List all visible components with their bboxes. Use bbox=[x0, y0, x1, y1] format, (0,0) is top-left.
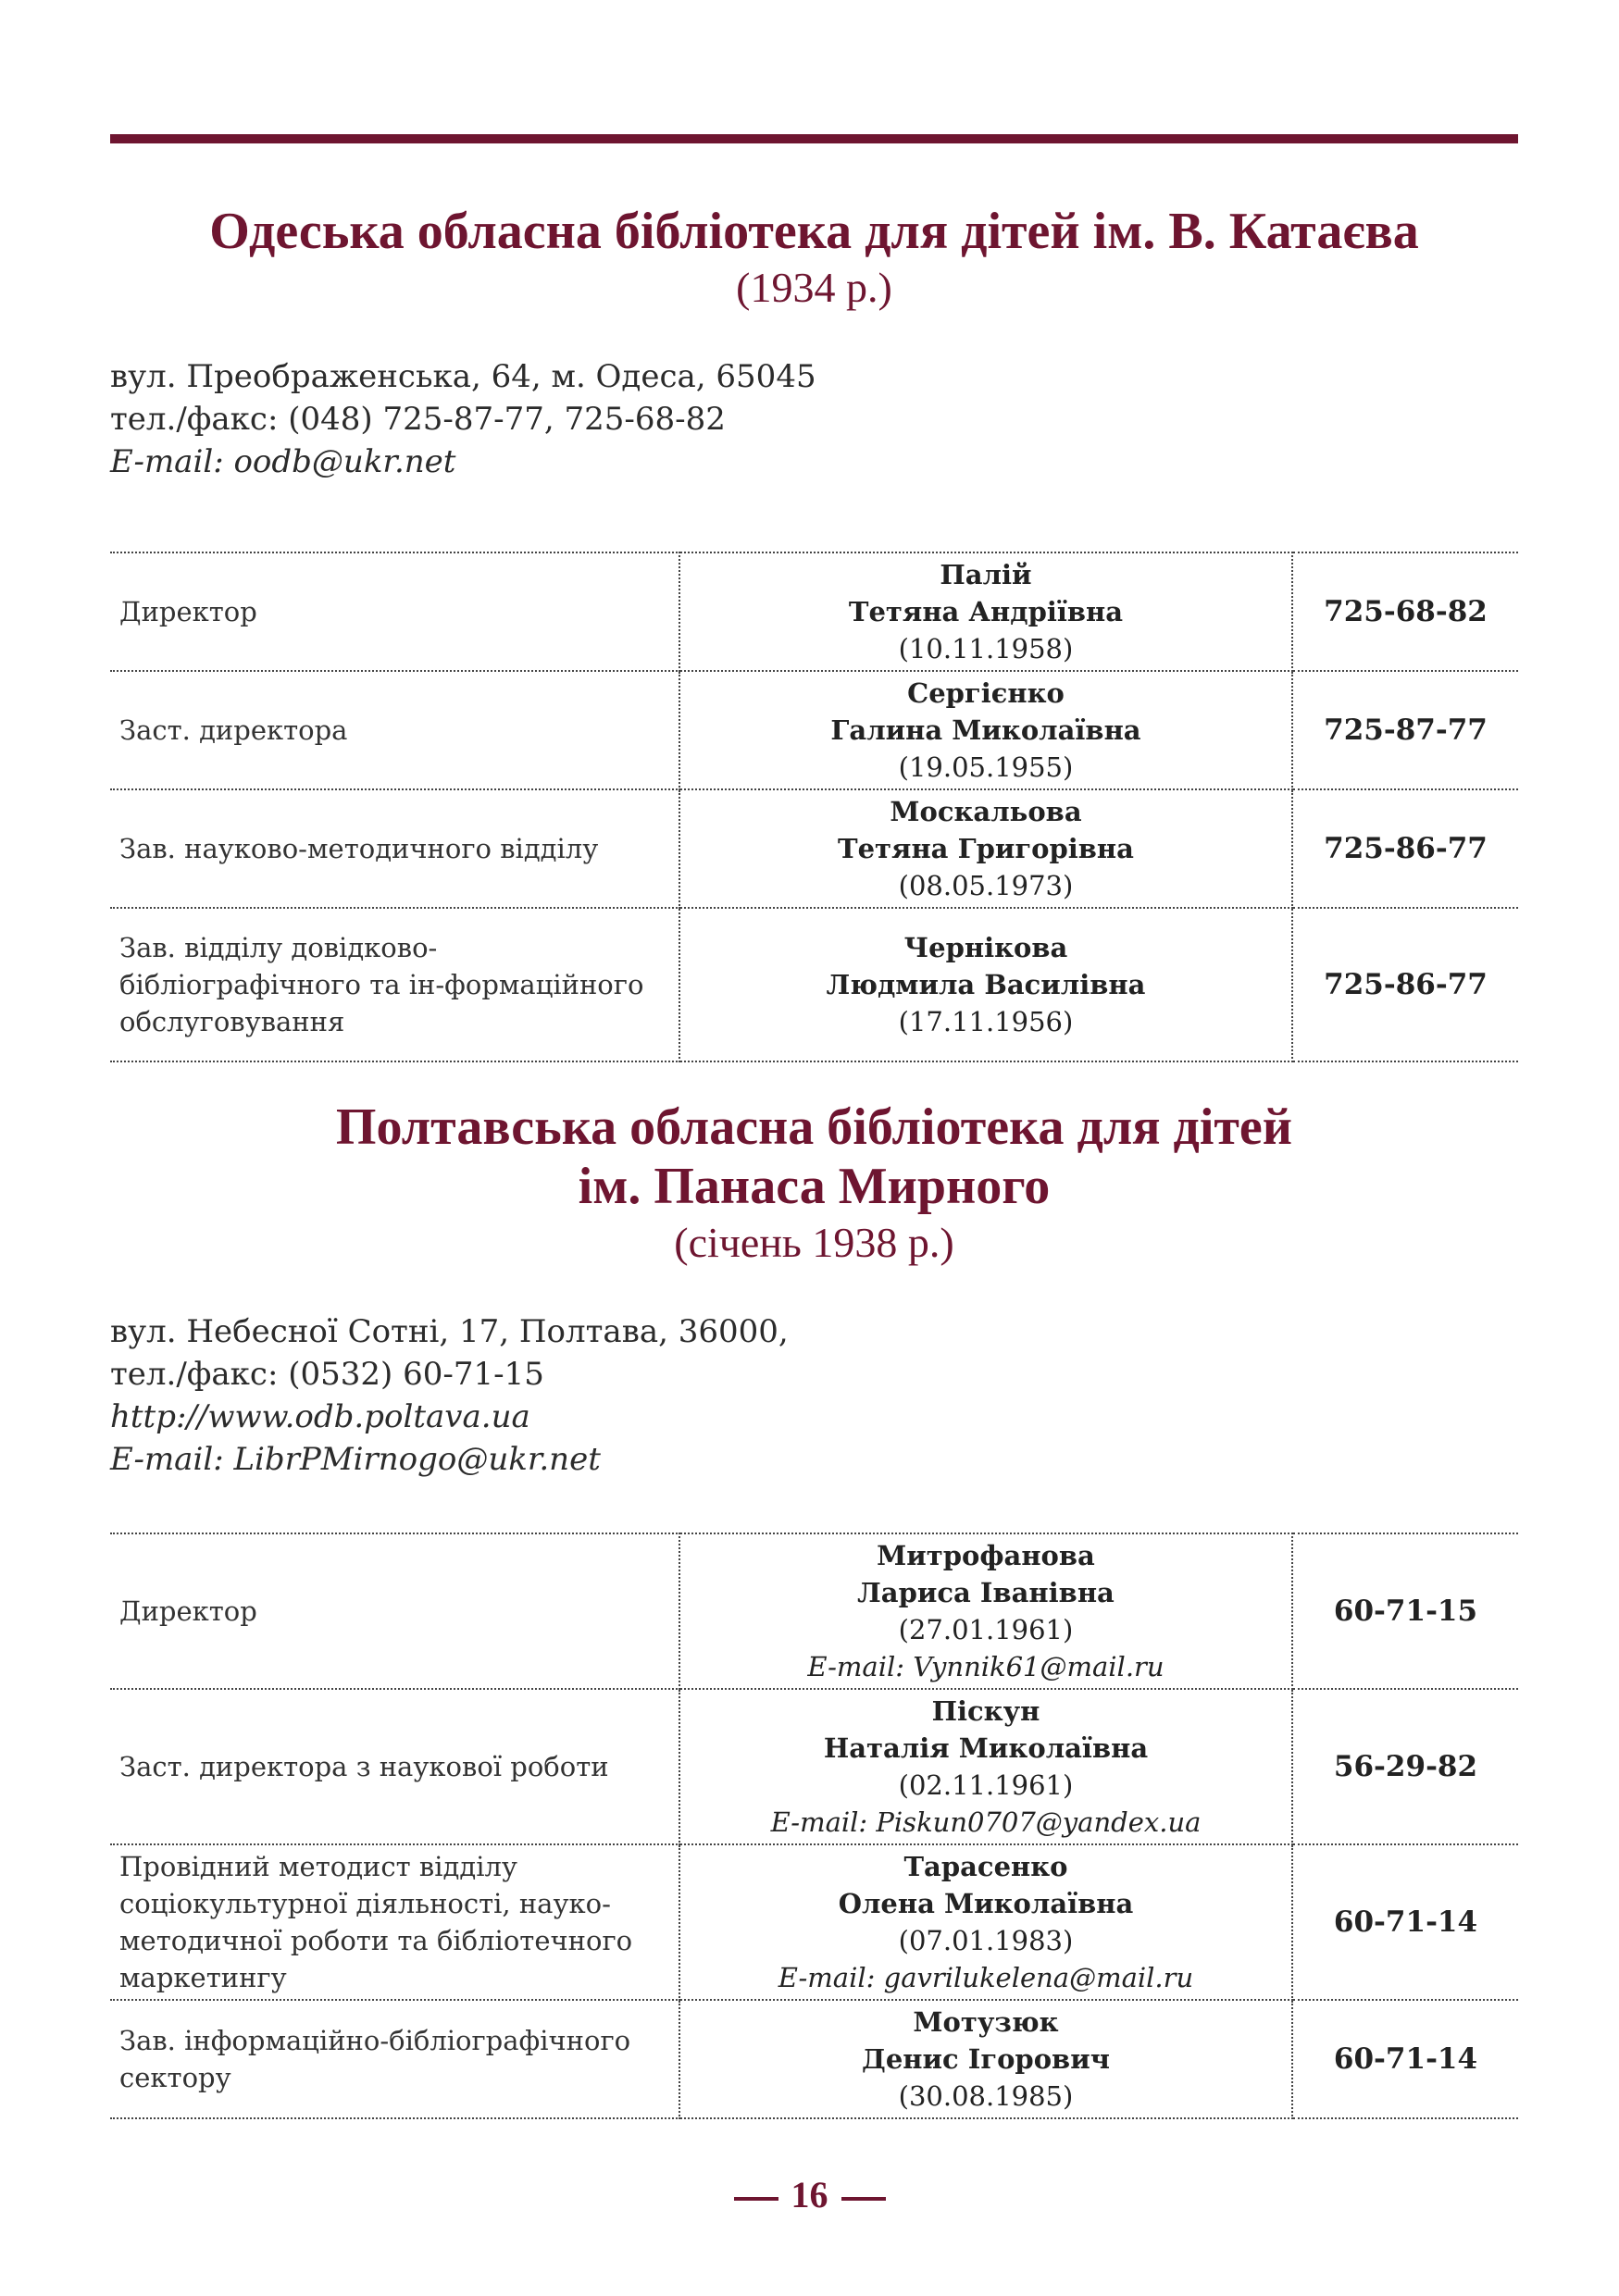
surname: Піскун bbox=[931, 1695, 1040, 1727]
table-row bbox=[110, 1533, 1518, 1689]
surname: Мотузюк bbox=[913, 2006, 1059, 2038]
birth-date: (17.11.1956) bbox=[898, 1006, 1074, 1037]
contact-block bbox=[110, 355, 1518, 483]
email-link[interactable]: E-mail: oodb@ukr.net bbox=[110, 443, 456, 480]
birth-date: (08.05.1973) bbox=[898, 870, 1074, 901]
table-row bbox=[110, 1689, 1518, 1844]
person-cell bbox=[679, 671, 1292, 789]
library-title-line1: Полтавська обласна бібліотека для дітей bbox=[335, 1098, 1293, 1156]
person-email[interactable]: E-mail: Vynnik61@mail.ru bbox=[807, 1651, 1164, 1682]
table-row bbox=[110, 552, 1518, 671]
birth-date: (19.05.1955) bbox=[898, 751, 1074, 783]
person-cell bbox=[679, 552, 1292, 671]
address: вул. Небесної Сотні, 17, Полтава, 36000, bbox=[110, 1313, 789, 1350]
surname: Москальова bbox=[890, 796, 1082, 827]
table-row bbox=[110, 671, 1518, 789]
position-cell: Заст. директора з наукової роботи bbox=[110, 1689, 679, 1844]
odesa-library-section bbox=[110, 202, 1518, 1062]
phone-cell: 725-68-82 bbox=[1292, 552, 1518, 671]
person-cell bbox=[679, 789, 1292, 908]
dash-left bbox=[734, 2197, 778, 2201]
phone-cell: 60-71-15 bbox=[1292, 1533, 1518, 1689]
page-number bbox=[0, 2173, 1619, 2216]
surname: Тарасенко bbox=[903, 1851, 1068, 1882]
birth-date: (02.11.1961) bbox=[898, 1769, 1074, 1801]
person-cell bbox=[679, 2000, 1292, 2118]
table-row bbox=[110, 908, 1518, 1061]
given-name: Лариса Іванівна bbox=[857, 1577, 1115, 1608]
surname: Палій bbox=[940, 559, 1032, 590]
given-name: Галина Миколаївна bbox=[830, 714, 1141, 746]
phone-fax: тел./факс: (048) 725-87-77, 725-68-82 bbox=[110, 401, 726, 438]
table-row bbox=[110, 2000, 1518, 2118]
person-cell bbox=[679, 1844, 1292, 2000]
library-title-line2: ім. Панаса Мирного bbox=[578, 1158, 1051, 1215]
surname: Сергієнко bbox=[907, 677, 1065, 709]
top-rule bbox=[110, 134, 1518, 143]
page-number-value: 16 bbox=[791, 2174, 828, 2215]
address: вул. Преображенська, 64, м. Одеса, 65045 bbox=[110, 358, 816, 395]
given-name: Тетяна Григорівна bbox=[838, 833, 1134, 864]
dash-right bbox=[841, 2197, 886, 2201]
position-cell: Зав. інформаційно-бібліографічного сектору bbox=[110, 2000, 679, 2118]
phone-cell: 60-71-14 bbox=[1292, 2000, 1518, 2118]
birth-date: (07.01.1983) bbox=[898, 1925, 1074, 1956]
position-cell: Заст. директора bbox=[110, 671, 679, 789]
library-title: Одеська обласна бібліотека для дітей ім. В. Катаєва bbox=[209, 203, 1419, 260]
poltava-library-section bbox=[110, 1098, 1518, 2119]
position-cell: Директор bbox=[110, 1533, 679, 1689]
phone-fax: тел./факс: (0532) 60-71-15 bbox=[110, 1356, 544, 1393]
position-cell: Зав. відділу довідково-бібліографічного та ін-формаційного обслуговування bbox=[110, 908, 679, 1061]
staff-table bbox=[110, 1533, 1518, 2119]
birth-date: (10.11.1958) bbox=[898, 633, 1074, 664]
phone-cell: 60-71-14 bbox=[1292, 1844, 1518, 2000]
table-row bbox=[110, 789, 1518, 908]
table-row bbox=[110, 1844, 1518, 2000]
phone-cell: 56-29-82 bbox=[1292, 1689, 1518, 1844]
person-cell bbox=[679, 908, 1292, 1061]
email-link[interactable]: E-mail: LibrPMirnogo@ukr.net bbox=[110, 1441, 601, 1478]
surname: Чернікова bbox=[903, 932, 1068, 963]
staff-table bbox=[110, 552, 1518, 1062]
phone-cell: 725-86-77 bbox=[1292, 789, 1518, 908]
given-name: Олена Миколаївна bbox=[838, 1888, 1134, 1919]
birth-date: (27.01.1961) bbox=[898, 1614, 1074, 1645]
library-year: (січень 1938 р.) bbox=[674, 1219, 954, 1266]
person-cell bbox=[679, 1689, 1292, 1844]
surname: Митрофанова bbox=[877, 1540, 1095, 1571]
contact-block bbox=[110, 1310, 1518, 1481]
position-cell: Провідний методист відділу соціокультурної діяльності, науко-методичної роботи та бібліотечного маркетингу bbox=[110, 1844, 679, 2000]
phone-cell: 725-87-77 bbox=[1292, 671, 1518, 789]
birth-date: (30.08.1985) bbox=[898, 2080, 1074, 2112]
person-email[interactable]: E-mail: Piskun0707@yandex.ua bbox=[770, 1806, 1202, 1838]
person-email[interactable]: E-mail: gavrilukelena@mail.ru bbox=[778, 1962, 1194, 1993]
given-name: Наталія Миколаївна bbox=[823, 1732, 1149, 1764]
website-link[interactable]: http://www.odb.poltava.ua bbox=[110, 1398, 530, 1435]
position-cell: Директор bbox=[110, 552, 679, 671]
phone-cell: 725-86-77 bbox=[1292, 908, 1518, 1061]
given-name: Тетяна Андріївна bbox=[848, 596, 1124, 627]
person-cell bbox=[679, 1533, 1292, 1689]
given-name: Людмила Василівна bbox=[826, 969, 1146, 1000]
given-name: Денис Ігорович bbox=[862, 2043, 1110, 2075]
library-year: (1934 р.) bbox=[736, 264, 892, 311]
position-cell: Зав. науково-методичного відділу bbox=[110, 789, 679, 908]
